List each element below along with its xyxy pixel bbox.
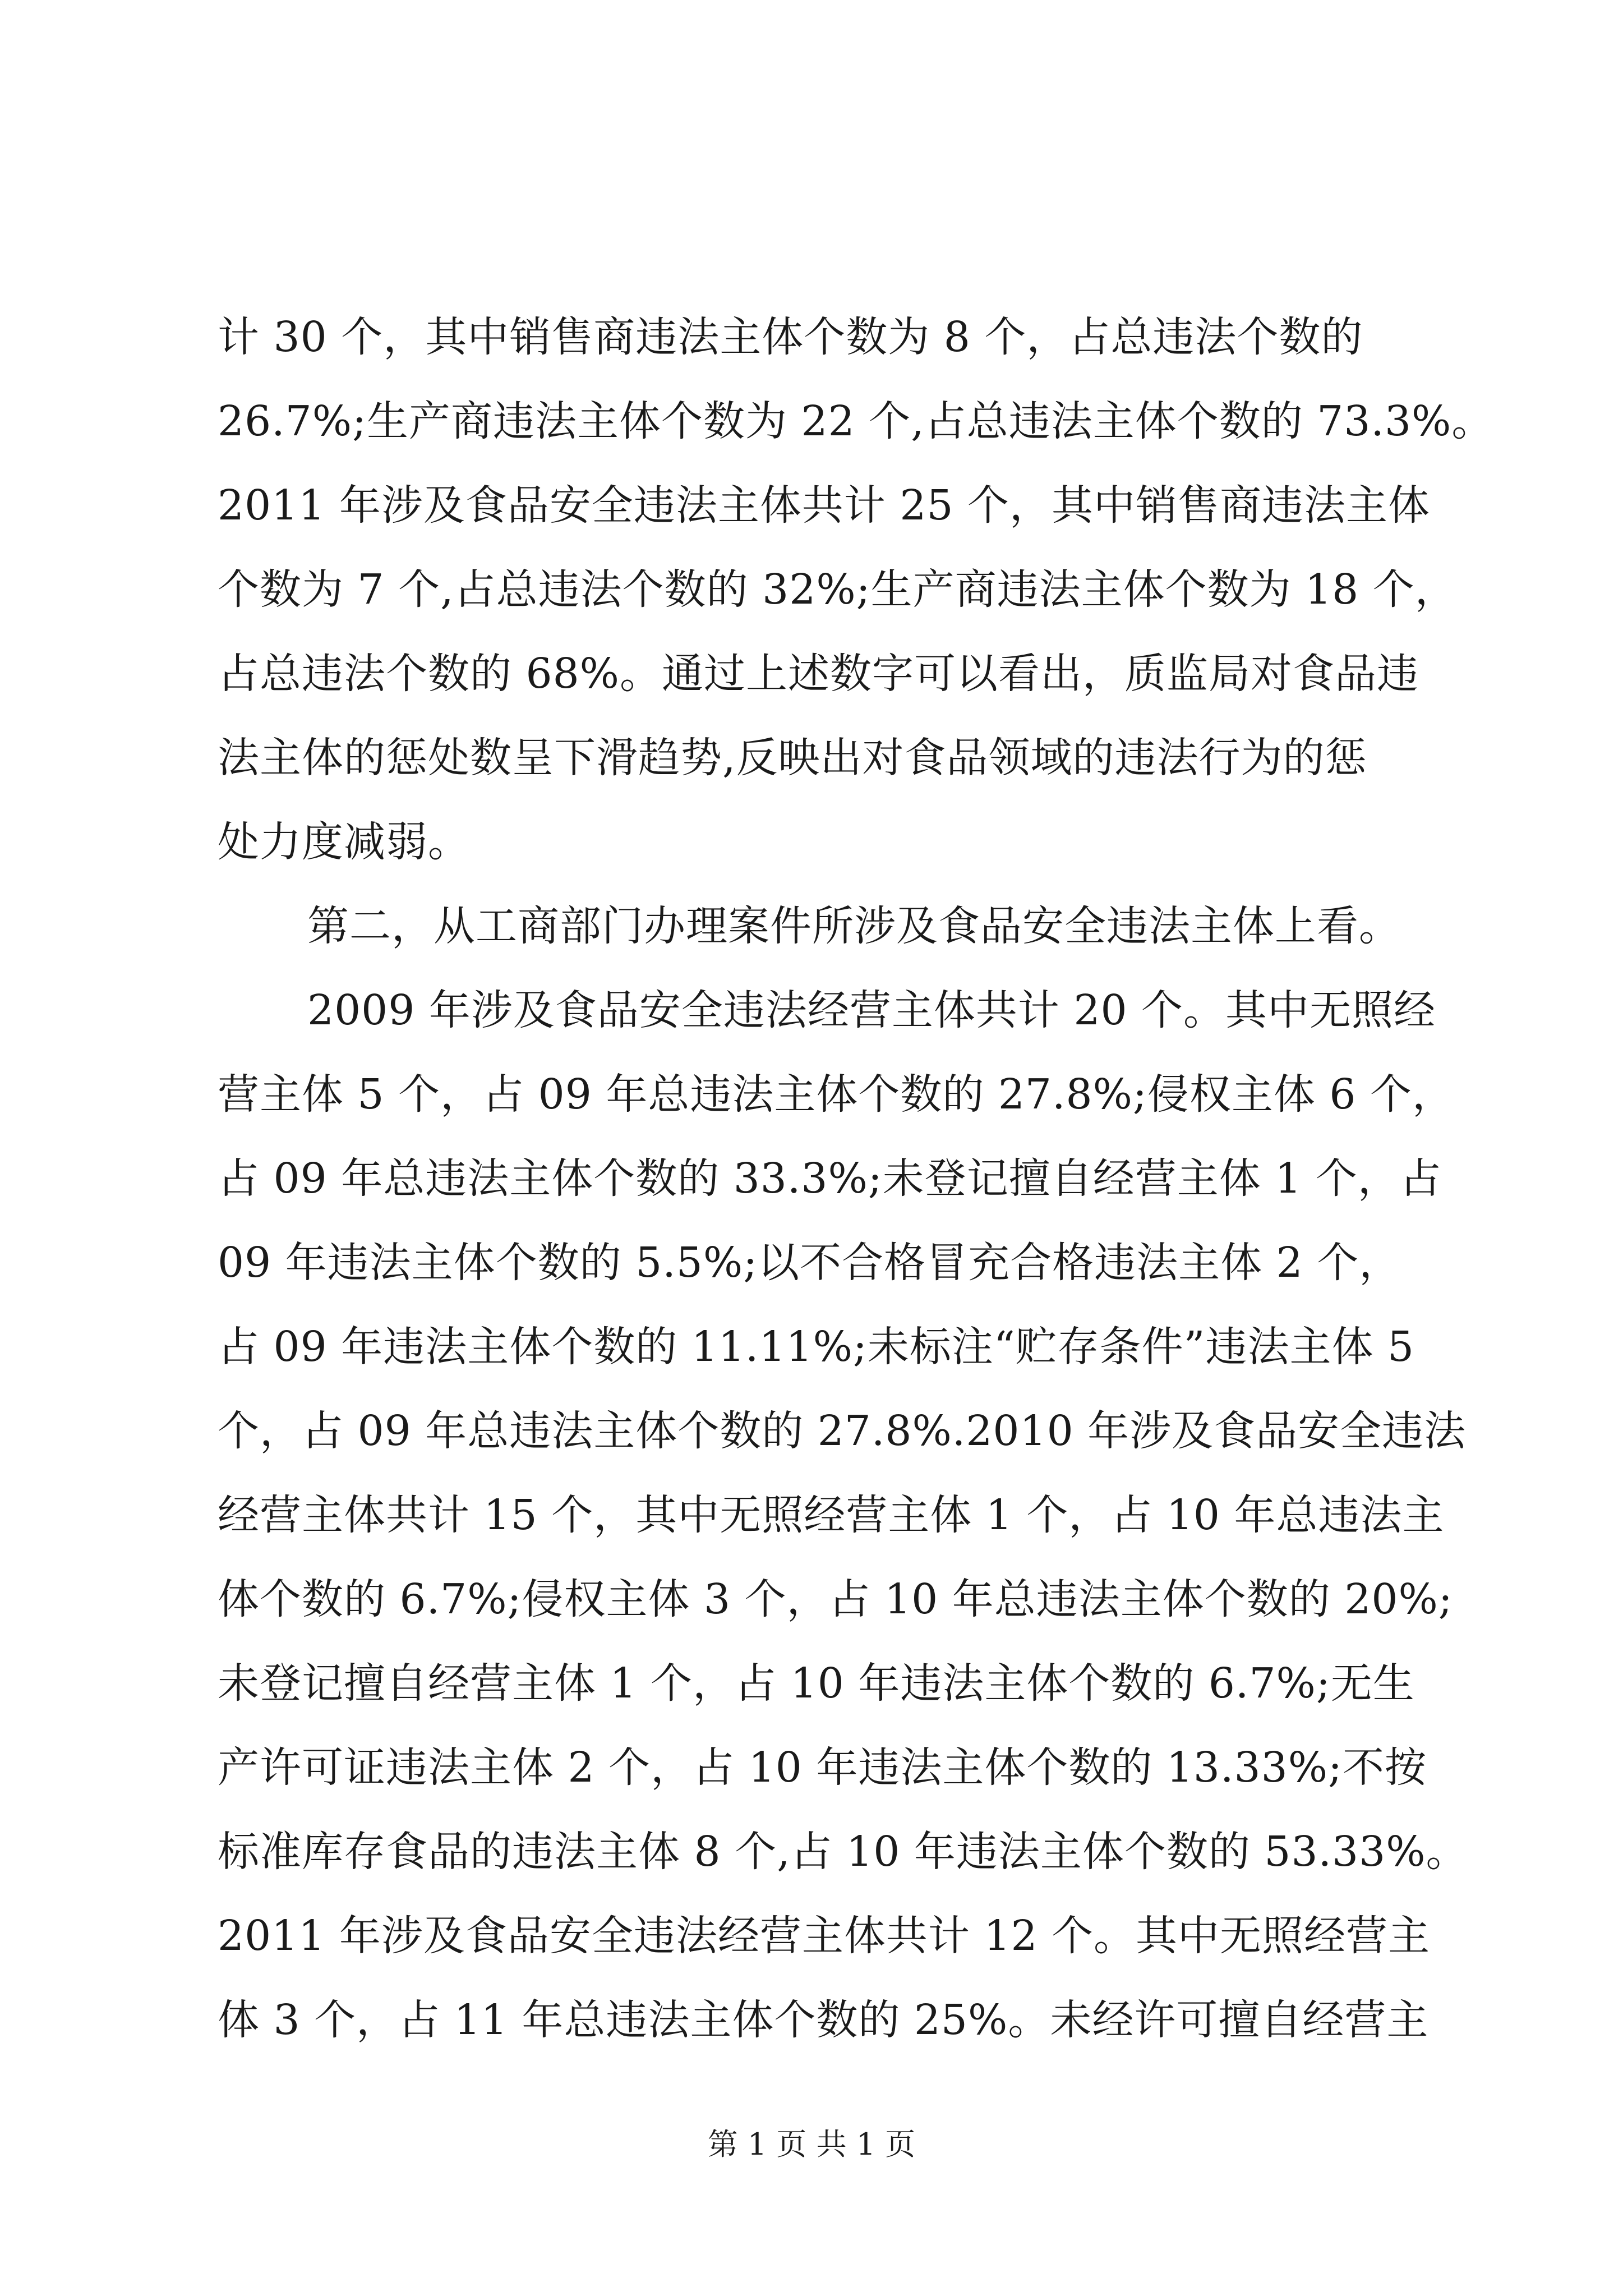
- text-line: 法主体的惩处数呈下滑趋势,反映出对食品领域的违法行为的惩: [218, 734, 1367, 782]
- text-line: 2009 年涉及食品安全违法经营主体共计 20 个。其中无照经: [307, 986, 1436, 1034]
- body-text: [218, 295, 1519, 2062]
- text-line: 处力度减弱。: [218, 818, 470, 866]
- text-line: 计 30 个，其中销售商违法主体个数为 8 个，占总违法个数的: [218, 313, 1363, 361]
- text-line: 2011 年涉及食品安全违法主体共计 25 个，其中销售商违法主体: [218, 481, 1431, 530]
- text-line: 2011 年涉及食品安全违法经营主体共计 12 个。其中无照经营主: [218, 1912, 1431, 1960]
- page-footer: 第 1 页 共 1 页: [707, 2127, 916, 2162]
- text-line: 个，占 09 年总违法主体个数的 27.8%.2010 年涉及食品安全违法: [218, 1407, 1467, 1455]
- text-line: 体 3 个，占 11 年总违法主体个数的 25%。未经许可擅自经营主: [218, 1996, 1429, 2044]
- text-line: 体个数的 6.7%;侵权主体 3 个，占 10 年总违法主体个数的 20%;: [218, 1575, 1453, 1623]
- text-line: 占 09 年总违法主体个数的 33.3%;未登记擅自经营主体 1 个，占: [218, 1154, 1442, 1203]
- text-line: 经营主体共计 15 个，其中无照经营主体 1 个，占 10 年总违法主: [218, 1491, 1445, 1539]
- text-line: 营主体 5 个，占 09 年总违法主体个数的 27.8%;侵权主体 6 个，: [218, 1070, 1454, 1119]
- text-line: 产许可证违法主体 2 个，占 10 年违法主体个数的 13.33%;不按: [218, 1743, 1427, 1792]
- text-line: 个数为 7 个,占总违法个数的 32%;生产商违法主体个数为 18 个，: [218, 565, 1457, 614]
- text-line: 26.7%;生产商违法主体个数为 22 个,占总违法主体个数的 73.3%。: [218, 397, 1494, 445]
- text-line: 占 09 年违法主体个数的 11.11%;未标注“贮存条件”违法主体 5: [218, 1323, 1415, 1371]
- text-line: 第二，从工商部门办理案件所涉及食品安全违法主体上看。: [307, 902, 1401, 950]
- text-line: 占总违法个数的 68%。通过上述数字可以看出，质监局对食品违: [218, 650, 1419, 698]
- text-line: 未登记擅自经营主体 1 个，占 10 年违法主体个数的 6.7%;无生: [218, 1659, 1415, 1708]
- text-line: 09 年违法主体个数的 5.5%;以不合格冒充合格违法主体 2 个，: [218, 1239, 1401, 1287]
- text-line: 标准库存食品的违法主体 8 个,占 10 年违法主体个数的 53.33%。: [218, 1828, 1468, 1876]
